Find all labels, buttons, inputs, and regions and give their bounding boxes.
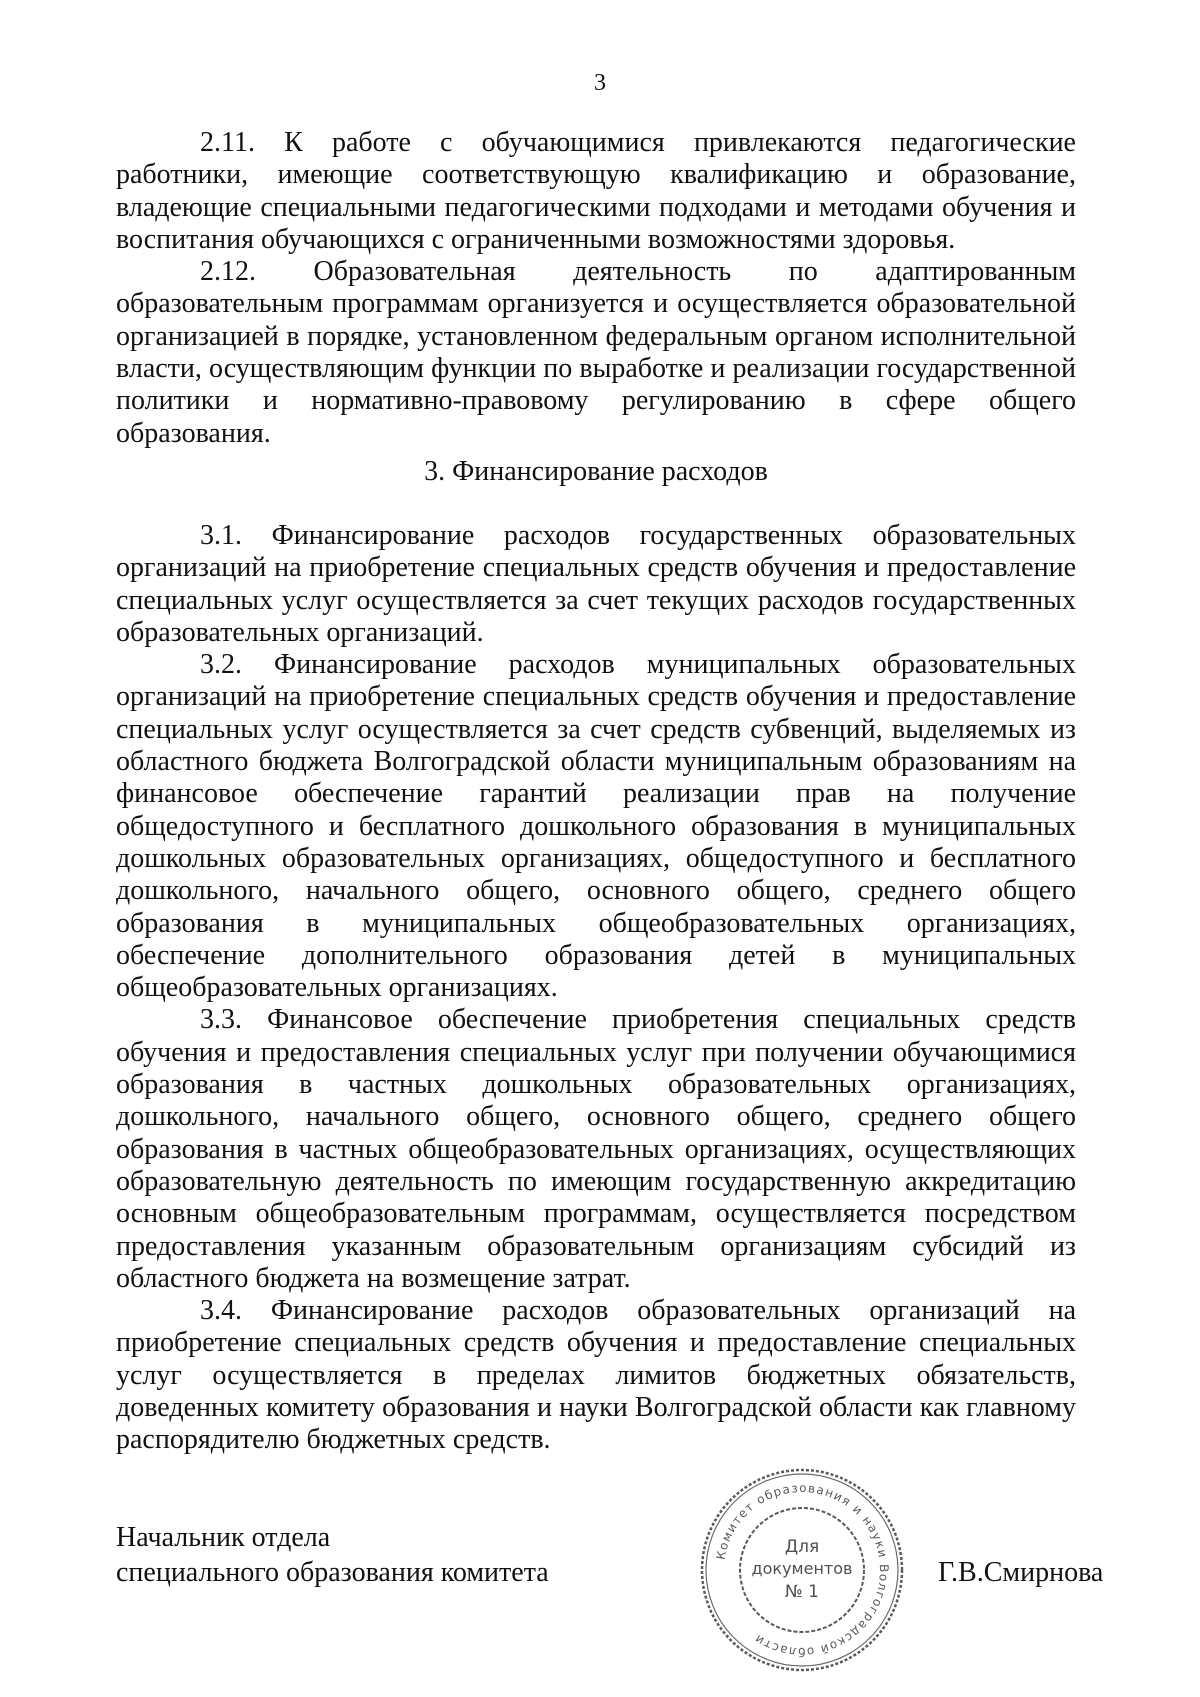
paragraph-2-12: 2.12. Образовательная деятельность по адаптированным образовательным программам организуется и осуществляется образовательной организацией в порядке, установленном федеральным органом исполнительной власти, осуществляющим функции по выработке и реализации государственной политики и нормативно-правовому регулированию в сфере общего образования.	[116, 256, 1076, 449]
paragraph-3-3: 3.3. Финансовое обеспечение приобретения специальных средств обучения и предоставления специальных услуг при получении обучающимися образования в частных дошкольных образовательных организациях, дошкольного, начального общего, основного общего, среднего общего образования в частных общеобразовательных организациях, осуществляющих образовательную деятельность по имеющим государственную аккредитацию основным общеобразовательным программам, осуществляется посредством предоставления указанным образовательным организациям субсидий из областного бюджета на возмещение затрат.	[116, 1004, 1076, 1294]
signatory-name: Г.В.Смирнова	[938, 1557, 1104, 1588]
stamp-center-line-3: № 1	[785, 1582, 819, 1602]
paragraph-3-4: 3.4. Финансирование расходов образовательных организаций на приобретение специальных средств обучения и предоставление специальных услуг осуществляется в пределах лимитов бюджетных обязательств, доведенных комитету образования и науки Волгоградской области как главному распорядителю бюджетных средств.	[116, 1295, 1076, 1456]
section-heading: 3. Финансирование расходов	[424, 456, 768, 487]
stamp-seal-graphic	[694, 1462, 910, 1678]
stamp-ring-text: Комитет образования и науки Волгоградской области	[713, 1480, 892, 1660]
paragraph-2-11: 2.11. К работе с обучающимися привлекаются педагогические работники, имеющие соответствующую квалификацию и образование, владеющие специальными педагогическими подходами и методами обучения и воспитания обучающихся с ограниченными возможностями здоровья.	[116, 127, 1076, 255]
page-number: 3	[594, 70, 606, 96]
body-text-top	[116, 127, 1076, 450]
signatory-title-line-2: специального образования комитета	[116, 1557, 549, 1588]
signatory-title	[116, 1520, 549, 1590]
official-stamp	[694, 1462, 910, 1678]
stamp-center-line-1: Для	[784, 1537, 820, 1557]
paragraph-3-1: 3.1. Финансирование расходов государственных образовательных организаций на приобретение специальных средств обучения и предоставление специальных услуг осуществляется за счет текущих расходов государственных образовательных организаций.	[116, 520, 1076, 648]
signatory-title-line-1: Начальник отдела	[116, 1522, 331, 1553]
body-text-section-3	[116, 520, 1076, 1457]
stamp-center-line-2: документов	[751, 1559, 853, 1578]
paragraph-3-2: 3.2. Финансирование расходов муниципальных образовательных организаций на приобретение специальных средств обучения и предоставление специальных услуг осуществляется за счет средств субвенций, выделяемых из областного бюджета Волгоградской области муниципальным образованиям на финансовое обеспечение гарантий реализации прав на получение общедоступного и бесплатного дошкольного образования в муниципальных дошкольных образовательных организациях, общедоступного и бесплатного дошкольного, начального общего, основного общего, среднего общего образования в муниципальных общеобразовательных организациях, обеспечение дополнительного образования детей в муниципальных общеобразовательных организациях.	[116, 649, 1076, 1004]
